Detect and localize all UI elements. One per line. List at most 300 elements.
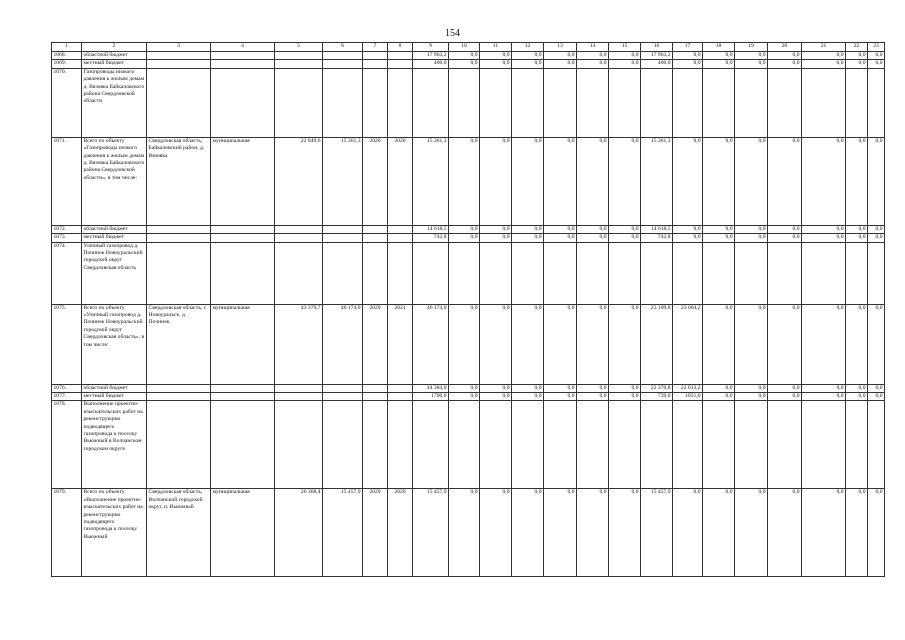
table-cell: 0,0 (577, 225, 609, 233)
table-cell (275, 393, 323, 401)
table-cell (673, 401, 703, 489)
table-cell (147, 68, 211, 137)
table-cell: 0,0 (846, 52, 868, 60)
column-header: 16 (641, 43, 673, 52)
table-cell: 0,0 (768, 384, 802, 392)
table-cell: 17 963,2 (413, 52, 449, 60)
table-cell: 43 379,7 (275, 304, 323, 384)
table-cell: местный бюджет (82, 234, 147, 242)
table-cell (735, 242, 768, 304)
table-cell (275, 60, 323, 68)
table-cell: 23 109,8 (641, 304, 673, 384)
table-cell: 0,0 (735, 393, 768, 401)
table-cell: 0,0 (868, 137, 885, 225)
table-cell (323, 60, 363, 68)
table-cell: 0,0 (802, 304, 846, 384)
table-cell (480, 401, 512, 489)
table-cell (147, 401, 211, 489)
table-cell: 0,0 (868, 384, 885, 392)
column-header: 10 (449, 43, 480, 52)
column-header: 5 (275, 43, 323, 52)
table-cell (544, 242, 577, 304)
table-cell: 0,0 (673, 52, 703, 60)
row-number: 1070. (52, 68, 82, 137)
table-cell: 0,0 (868, 52, 885, 60)
column-header: 17 (673, 43, 703, 52)
table-cell: 22 849,6 (275, 137, 323, 225)
table-cell (323, 393, 363, 401)
row-number: 1073. (52, 234, 82, 242)
table-cell: 0,0 (802, 489, 846, 577)
table-cell: 15 457,9 (323, 489, 363, 577)
table-cell (275, 384, 323, 392)
table-cell: 0,0 (449, 234, 480, 242)
table-cell (363, 393, 388, 401)
column-header: 4 (211, 43, 275, 52)
table-cell (323, 242, 363, 304)
table-cell (609, 401, 641, 489)
table-cell: 0,0 (846, 489, 868, 577)
row-number: 1076. (52, 384, 82, 392)
table-cell: областной бюджет (82, 225, 147, 233)
table-cell: 0,0 (609, 137, 641, 225)
table-cell (323, 68, 363, 137)
table-cell (388, 242, 413, 304)
table-cell (413, 242, 449, 304)
table-cell: Выполнение проектно-изыскательских работ на реконструкцию подводящего газопровода к поселку Вьюжный в Волчанском городском округе (82, 401, 147, 489)
table-cell: 0,0 (449, 225, 480, 233)
row-number: 1069. (52, 60, 82, 68)
table-cell (211, 384, 275, 392)
table-cell: 742,8 (641, 234, 673, 242)
table-cell: муниципальная (211, 304, 275, 384)
column-header: 6 (323, 43, 363, 52)
table-cell: 0,0 (735, 234, 768, 242)
table-cell (388, 234, 413, 242)
column-header: 8 (388, 43, 413, 52)
table-cell: 0,0 (802, 234, 846, 242)
table-row (52, 68, 885, 137)
table-cell (211, 393, 275, 401)
table-cell: 0,0 (577, 60, 609, 68)
table-cell: 0,0 (609, 393, 641, 401)
table-cell (211, 242, 275, 304)
table-row (52, 137, 885, 225)
table-cell: 0,0 (544, 225, 577, 233)
table-row (52, 401, 885, 489)
table-cell: 0,0 (735, 489, 768, 577)
table-cell (388, 60, 413, 68)
table-cell (147, 384, 211, 392)
table-cell: 0,0 (802, 52, 846, 60)
table-cell: 2020 (363, 489, 388, 577)
row-number: 1071. (52, 137, 82, 225)
table-cell: Всего по объекту «Уличный газопровод д. Починок Новоуральский городской округ Свердловская область», в том числе: (82, 304, 147, 384)
table-cell: 0,0 (449, 52, 480, 60)
table-cell: 0,0 (480, 489, 512, 577)
column-header: 18 (703, 43, 735, 52)
table-cell: 0,0 (846, 137, 868, 225)
table-cell: 44 384,0 (413, 384, 449, 392)
table-cell (768, 401, 802, 489)
table-cell (846, 242, 868, 304)
table-cell (323, 384, 363, 392)
table-cell: 0,0 (846, 60, 868, 68)
column-header: 22 (846, 43, 868, 52)
table-cell (768, 242, 802, 304)
column-header: 21 (802, 43, 846, 52)
table-cell (388, 401, 413, 489)
table-cell: 0,0 (577, 489, 609, 577)
table-cell: 0,0 (449, 384, 480, 392)
table-cell: 0,0 (609, 384, 641, 392)
table-cell (868, 401, 885, 489)
table-cell (577, 242, 609, 304)
table-cell: 0,0 (673, 137, 703, 225)
table-cell: 0,0 (609, 60, 641, 68)
table-cell: 0,0 (512, 384, 544, 392)
table-cell (211, 52, 275, 60)
table-cell: 0,0 (768, 137, 802, 225)
table-cell: 0,0 (703, 304, 735, 384)
table-cell: 0,0 (768, 225, 802, 233)
table-cell (641, 68, 673, 137)
table-cell: 0,0 (609, 304, 641, 384)
table-cell: Всего по объекту «Выполнение проектно-изыскательских работ на реконструкцию подводящего газопровода к поселку Вьюжный (82, 489, 147, 577)
table-cell: 0,0 (480, 225, 512, 233)
table-cell: 0,0 (673, 225, 703, 233)
column-header: 20 (768, 43, 802, 52)
table-row (52, 393, 885, 401)
table-row (52, 52, 885, 60)
table-cell: 0,0 (449, 393, 480, 401)
table-cell (275, 225, 323, 233)
table-cell: 0,0 (609, 52, 641, 60)
table-cell: 0,0 (609, 489, 641, 577)
table-cell: 0,0 (544, 52, 577, 60)
table-cell: 0,0 (768, 304, 802, 384)
table-cell (275, 52, 323, 60)
table-cell: Свердловская область, Байкаловский район, д. Вязовка (147, 137, 211, 225)
table-cell: 0,0 (577, 304, 609, 384)
row-number: 1075. (52, 304, 82, 384)
table-cell: 0,0 (802, 225, 846, 233)
table-row (52, 384, 885, 392)
table-row (52, 304, 885, 384)
table-cell: 0,0 (768, 52, 802, 60)
column-header: 1 (52, 43, 82, 52)
table-cell (323, 234, 363, 242)
table-cell: местный бюджет (82, 393, 147, 401)
table-cell: 0,0 (512, 489, 544, 577)
table-cell (147, 234, 211, 242)
table-cell: 400,0 (641, 60, 673, 68)
table-cell: 0,0 (609, 234, 641, 242)
table-cell (802, 68, 846, 137)
table-cell: 0,0 (868, 225, 885, 233)
table-cell (388, 225, 413, 233)
table-cell: 0,0 (768, 234, 802, 242)
table-cell (363, 234, 388, 242)
table-cell (323, 225, 363, 233)
table-cell: 0,0 (703, 393, 735, 401)
table-cell: 0,0 (802, 393, 846, 401)
table-cell: 0,0 (868, 60, 885, 68)
table-cell (413, 401, 449, 489)
table-cell: 0,0 (512, 393, 544, 401)
table-cell: 2020 (388, 489, 413, 577)
table-cell: областной бюджет (82, 52, 147, 60)
table-cell (480, 242, 512, 304)
table-cell: 0,0 (703, 52, 735, 60)
table-cell (480, 68, 512, 137)
table-cell: 0,0 (846, 384, 868, 392)
table-cell: 0,0 (544, 384, 577, 392)
table-cell: 0,0 (480, 304, 512, 384)
header-row (52, 43, 885, 52)
table-cell (363, 68, 388, 137)
table-cell (211, 401, 275, 489)
table-cell (544, 68, 577, 137)
table-cell (846, 401, 868, 489)
table-row (52, 242, 885, 304)
table-cell: Свердловская область, Волчанский городской округ, п. Вьюжный (147, 489, 211, 577)
table-cell: 15 361,3 (413, 137, 449, 225)
table-cell (147, 52, 211, 60)
column-header: 13 (544, 43, 577, 52)
table-cell (147, 225, 211, 233)
table-cell: 15 457,9 (413, 489, 449, 577)
row-number: 1072. (52, 225, 82, 233)
table-cell (846, 68, 868, 137)
table-cell (673, 68, 703, 137)
table-cell (544, 401, 577, 489)
table-cell: 0,0 (449, 60, 480, 68)
table-cell: 0,0 (512, 304, 544, 384)
table-cell (802, 401, 846, 489)
table-cell (363, 384, 388, 392)
table-cell (868, 242, 885, 304)
table-cell: 0,0 (802, 137, 846, 225)
table-cell: 0,0 (480, 393, 512, 401)
table-cell: 26 368,4 (275, 489, 323, 577)
table-cell: 14 618,5 (641, 225, 673, 233)
table-cell: 0,0 (544, 304, 577, 384)
table-cell (388, 384, 413, 392)
table-cell (275, 234, 323, 242)
table-cell: 0,0 (577, 137, 609, 225)
table-cell (275, 68, 323, 137)
table-cell (147, 242, 211, 304)
table-cell: областной бюджет (82, 384, 147, 392)
table-cell: 0,0 (673, 60, 703, 68)
column-header: 12 (512, 43, 544, 52)
table-cell: 0,0 (735, 384, 768, 392)
table-cell: 15 457,9 (641, 489, 673, 577)
table-cell (449, 401, 480, 489)
table-cell: 0,0 (544, 137, 577, 225)
table-cell: 2021 (388, 304, 413, 384)
table-cell: 0,0 (703, 60, 735, 68)
table-cell: 0,0 (512, 234, 544, 242)
table-cell: 0,0 (703, 384, 735, 392)
table-cell: 0,0 (868, 489, 885, 577)
table-cell: 0,0 (703, 489, 735, 577)
table-cell (388, 393, 413, 401)
table-cell: 46 174,0 (323, 304, 363, 384)
table-cell: 0,0 (846, 225, 868, 233)
table-cell (363, 225, 388, 233)
table-cell: 0,0 (512, 52, 544, 60)
column-header: 19 (735, 43, 768, 52)
table-row (52, 225, 885, 233)
table-cell: 2020 (388, 137, 413, 225)
table-cell: 15 361,3 (323, 137, 363, 225)
table-cell (802, 242, 846, 304)
table-cell (577, 68, 609, 137)
table-cell: 0,0 (768, 393, 802, 401)
table-cell: 0,0 (449, 137, 480, 225)
table-cell: 0,0 (703, 234, 735, 242)
table-cell: 15 361,3 (641, 137, 673, 225)
table-cell: 0,0 (802, 384, 846, 392)
column-header: 9 (413, 43, 449, 52)
table-cell (363, 52, 388, 60)
table-cell: 22 013,2 (673, 384, 703, 392)
table-cell (512, 68, 544, 137)
table-cell: 739,0 (641, 393, 673, 401)
table-cell: 0,0 (768, 60, 802, 68)
table-cell (275, 242, 323, 304)
table-cell: 0,0 (868, 304, 885, 384)
table-cell: 0,0 (846, 304, 868, 384)
row-number: 1078. (52, 401, 82, 489)
table-cell: 0,0 (512, 60, 544, 68)
table-cell: 0,0 (768, 489, 802, 577)
table-cell: 17 963,2 (641, 52, 673, 60)
table-cell: Уличный газопровод д. Починок Новоуральский городской округ Свердловская область (82, 242, 147, 304)
column-header: 11 (480, 43, 512, 52)
table-cell (868, 68, 885, 137)
table-cell: 0,0 (544, 489, 577, 577)
table-cell (275, 401, 323, 489)
table-cell (388, 52, 413, 60)
table-cell (363, 242, 388, 304)
table-cell: Газопроводы низкого давления к жилым домам д. Вязовка Байкаловского района Свердловской области (82, 68, 147, 137)
row-number: 1077. (52, 393, 82, 401)
table-cell (703, 68, 735, 137)
table-cell: местный бюджет (82, 60, 147, 68)
table-cell: 0,0 (544, 60, 577, 68)
table-cell (323, 52, 363, 60)
column-header: 3 (147, 43, 211, 52)
table-cell (211, 68, 275, 137)
table-cell (449, 68, 480, 137)
table-cell (211, 234, 275, 242)
table-cell: 0,0 (846, 393, 868, 401)
table-cell: 23 064,2 (673, 304, 703, 384)
table-cell (703, 401, 735, 489)
row-number: 1068. (52, 52, 82, 60)
table-cell: 0,0 (846, 234, 868, 242)
table-cell: 0,0 (480, 137, 512, 225)
row-number: 1079. (52, 489, 82, 577)
table-cell (735, 68, 768, 137)
table-cell (641, 401, 673, 489)
table-cell (211, 60, 275, 68)
table-cell: 1051,0 (673, 393, 703, 401)
table-cell (363, 401, 388, 489)
column-header: 7 (363, 43, 388, 52)
table-cell: 0,0 (735, 60, 768, 68)
table-cell: 400,0 (413, 60, 449, 68)
table-cell (413, 68, 449, 137)
page-number: 154 (445, 28, 460, 39)
table-cell (577, 401, 609, 489)
table-cell (147, 393, 211, 401)
table-cell: 0,0 (735, 304, 768, 384)
table-cell: 0,0 (577, 393, 609, 401)
table-cell: Всего по объекту «Газопроводы низкого давления к жилым домам д. Вязовка Байкаловского района Свердловской области», в том числе: (82, 137, 147, 225)
table-row (52, 60, 885, 68)
table-cell (512, 242, 544, 304)
table-cell: 0,0 (480, 52, 512, 60)
column-header: 14 (577, 43, 609, 52)
table-cell (735, 401, 768, 489)
table-cell: 0,0 (868, 393, 885, 401)
table-row (52, 234, 885, 242)
table-cell (512, 401, 544, 489)
table-cell (703, 242, 735, 304)
table-cell (449, 242, 480, 304)
table-cell: 0,0 (609, 225, 641, 233)
table-cell (388, 68, 413, 137)
table-cell (609, 242, 641, 304)
table-cell: 46 174,0 (413, 304, 449, 384)
table-cell: 0,0 (673, 489, 703, 577)
table-cell (363, 60, 388, 68)
table-cell (609, 68, 641, 137)
table-cell: 0,0 (577, 52, 609, 60)
table-cell: 0,0 (735, 225, 768, 233)
table-cell: 2020 (363, 304, 388, 384)
table-cell: 0,0 (512, 137, 544, 225)
table-cell: 1790,0 (413, 393, 449, 401)
table-cell (323, 401, 363, 489)
table-cell: 0,0 (449, 304, 480, 384)
table-cell: муниципальная (211, 489, 275, 577)
table-cell: муниципальная (211, 137, 275, 225)
table-cell: 0,0 (577, 234, 609, 242)
table-cell: 0,0 (512, 225, 544, 233)
table-cell: 0,0 (703, 137, 735, 225)
table-cell: 0,0 (480, 234, 512, 242)
table-cell: 2020 (363, 137, 388, 225)
table-cell: 0,0 (577, 384, 609, 392)
table-cell: 0,0 (802, 60, 846, 68)
table-cell: 0,0 (703, 225, 735, 233)
column-header: 23 (868, 43, 885, 52)
table-cell (673, 242, 703, 304)
column-header: 2 (82, 43, 147, 52)
table-cell: 0,0 (449, 489, 480, 577)
table-cell (211, 225, 275, 233)
table-cell: 742,8 (413, 234, 449, 242)
table-cell: Свердловская область, г. Новоуральск, д. Починок (147, 304, 211, 384)
table-cell: 0,0 (673, 234, 703, 242)
table-cell (641, 242, 673, 304)
table-cell (768, 68, 802, 137)
